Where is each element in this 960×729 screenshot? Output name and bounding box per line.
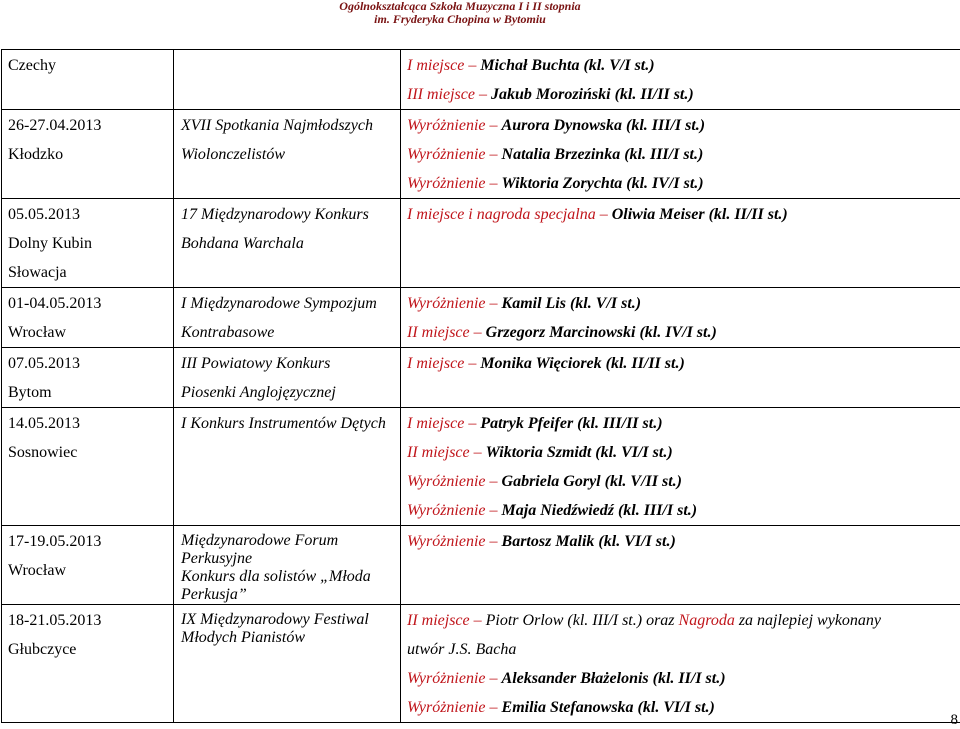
award-sep: – <box>595 206 612 223</box>
award-line <box>407 289 960 318</box>
awards-cell <box>401 408 960 526</box>
place-line: Wrocław <box>8 324 66 341</box>
table-row <box>2 526 960 605</box>
award-text: Piotr Orlow (kl. III/I st.) oraz <box>485 612 679 629</box>
page-number: 8 <box>950 712 958 728</box>
award-sep: – <box>485 533 502 550</box>
award-prefix: I miejsce i nagroda specjalna <box>407 206 596 223</box>
award-sep: – <box>485 146 502 163</box>
event-line: Kontrabasowe <box>181 324 275 341</box>
award-line <box>407 51 960 80</box>
award-sep: – <box>485 670 502 687</box>
event-line: Piosenki Anglojęzycznej <box>181 384 336 401</box>
award-sep: – <box>485 175 502 192</box>
table-row <box>2 605 960 723</box>
award-text: Bartosz Malik (kl. VI/I st.) <box>501 533 676 550</box>
award-sep: – <box>485 473 502 490</box>
award-sep: – <box>474 86 491 103</box>
results-table <box>1 49 960 723</box>
event-line: Perkusyjne <box>181 550 253 567</box>
award-sep: – <box>469 324 486 341</box>
table-row <box>2 199 960 288</box>
place-cell <box>2 288 174 348</box>
award-line <box>407 140 960 169</box>
awards-cell <box>401 605 960 723</box>
award-prefix: III miejsce <box>407 86 475 103</box>
award-prefix: Wyróżnienie <box>407 117 486 134</box>
place-cell <box>2 408 174 526</box>
award-sep: – <box>469 612 486 629</box>
award-line <box>407 693 960 722</box>
award-sep: – <box>485 117 502 134</box>
event-cell <box>174 408 401 526</box>
award-text: Grzegorz Marcinowski (kl. IV/I st.) <box>485 324 717 341</box>
award-prefix: Wyróżnienie <box>407 670 486 687</box>
place-cell <box>2 605 174 723</box>
place-line: 17-19.05.2013 <box>8 533 102 550</box>
place-cell <box>2 526 174 605</box>
table-row <box>2 408 960 526</box>
event-cell <box>174 348 401 408</box>
award-prefix: Wyróżnienie <box>407 175 486 192</box>
awards-cell <box>401 199 960 288</box>
place-cell <box>2 348 174 408</box>
event-line: IX Międzynarodowy Festiwal <box>181 611 369 628</box>
award-line <box>407 527 960 556</box>
award-text: Oliwia Meiser (kl. II/II st.) <box>611 206 788 223</box>
award-prefix: Wyróżnienie <box>407 295 486 312</box>
award-line <box>407 467 960 496</box>
event-cell <box>174 605 401 723</box>
event-cell <box>174 526 401 605</box>
place-cell <box>2 110 174 199</box>
award-text: Jakub Moroziński (kl. II/II st.) <box>490 86 694 103</box>
place-line: Głubczyce <box>8 641 77 658</box>
award-text: Gabriela Goryl (kl. V/II st.) <box>501 473 682 490</box>
award-prefix: Wyróżnienie <box>407 699 486 716</box>
award-line <box>407 496 960 525</box>
award-line <box>407 80 960 109</box>
event-line: Młodych Pianistów <box>181 629 305 646</box>
event-cell <box>174 288 401 348</box>
award-prefix: I miejsce <box>407 57 465 74</box>
table-row <box>2 110 960 199</box>
award-sep: – <box>485 502 502 519</box>
award-line <box>407 409 960 438</box>
place-line: 26-27.04.2013 <box>8 117 102 134</box>
place-line: 05.05.2013 <box>8 206 80 223</box>
event-line: Międzynarodowe Forum <box>181 532 339 549</box>
awards-cell <box>401 348 960 408</box>
award-line <box>407 200 960 229</box>
award-sep: – <box>485 699 502 716</box>
award-text: Maja Niedźwiedź (kl. III/I st.) <box>501 502 698 519</box>
event-line: Bohdana Warchala <box>181 235 304 252</box>
award-text: Aurora Dynowska (kl. III/I st.) <box>501 117 706 134</box>
event-line: I Konkurs Instrumentów Dętych <box>181 415 386 432</box>
award-prefix: Wyróżnienie <box>407 473 486 490</box>
event-cell <box>174 110 401 199</box>
award-tail: za najlepiej wykonany <box>734 612 882 629</box>
award-text: Wiktoria Zorychta (kl. IV/I st.) <box>501 175 704 192</box>
header-school-name: Ogólnokształcąca Szkoła Muzyczna I i II stopnia <box>339 0 581 13</box>
award-line-continuation: utwór J.S. Bacha <box>407 641 517 658</box>
award-text: Patryk Pfeifer (kl. III/II st.) <box>480 415 663 432</box>
event-line: III Powiatowy Konkurs <box>181 355 331 372</box>
place-line: 18-21.05.2013 <box>8 612 102 629</box>
place-line: Dolny Kubin <box>8 235 92 252</box>
award-prefix: I miejsce <box>407 355 465 372</box>
place-line: Bytom <box>8 384 52 401</box>
award-prefix: Wyróżnienie <box>407 502 486 519</box>
event-line: I Międzynarodowe Sympozjum <box>181 295 377 312</box>
place-cell <box>2 199 174 288</box>
award-text: Aleksander Błażelonis (kl. II/I st.) <box>501 670 726 687</box>
event-line: 17 Międzynarodowy Konkurs <box>181 206 369 223</box>
award-prefix: II miejsce <box>407 444 470 461</box>
place-cell <box>2 50 174 110</box>
place-line: Kłodzko <box>8 146 64 163</box>
award-text: Kamil Lis (kl. V/I st.) <box>501 295 642 312</box>
award-prize: Nagroda <box>678 612 735 629</box>
award-sep: – <box>464 355 481 372</box>
award-text: Natalia Brzezinka (kl. III/I st.) <box>501 146 704 163</box>
award-sep: – <box>464 57 481 74</box>
event-cell <box>174 50 401 110</box>
header-school-patron: im. Fryderyka Chopina w Bytomiu <box>374 12 546 26</box>
award-sep: – <box>464 415 481 432</box>
place-line: 14.05.2013 <box>8 415 80 432</box>
award-prefix: I miejsce <box>407 415 465 432</box>
event-line: Konkurs dla solistów „Młoda <box>181 568 371 585</box>
place-line: Czechy <box>8 57 56 74</box>
event-line: Wiolonczelistów <box>181 146 285 163</box>
awards-cell <box>401 110 960 199</box>
event-line: Perkusja” <box>181 586 247 603</box>
award-sep: – <box>485 295 502 312</box>
place-line: 07.05.2013 <box>8 355 80 372</box>
award-line <box>407 169 960 198</box>
place-line: Sosnowiec <box>8 444 78 461</box>
event-line: XVII Spotkania Najmłodszych <box>181 117 373 134</box>
table-row <box>2 348 960 408</box>
awards-cell <box>401 288 960 348</box>
award-line <box>407 664 960 693</box>
table-row <box>2 288 960 348</box>
place-line: Słowacja <box>8 264 67 281</box>
page-header <box>0 0 960 26</box>
award-text: Monika Więciorek (kl. II/II st.) <box>480 355 685 372</box>
awards-cell <box>401 526 960 605</box>
table-row <box>2 50 960 110</box>
event-cell <box>174 199 401 288</box>
award-prefix: II miejsce <box>407 324 470 341</box>
award-text: Michał Buchta (kl. V/I st.) <box>480 57 655 74</box>
award-line <box>407 318 960 347</box>
award-prefix: Wyróżnienie <box>407 533 486 550</box>
award-line <box>407 111 960 140</box>
awards-cell <box>401 50 960 110</box>
award-line <box>407 606 960 635</box>
award-text: Wiktoria Szmidt (kl. VI/I st.) <box>485 444 673 461</box>
place-line: 01-04.05.2013 <box>8 295 102 312</box>
award-line <box>407 438 960 467</box>
award-text: Emilia Stefanowska (kl. VI/I st.) <box>501 699 715 716</box>
award-line <box>407 349 960 378</box>
place-line: Wrocław <box>8 562 66 579</box>
award-sep: – <box>469 444 486 461</box>
award-prefix: II miejsce <box>407 612 470 629</box>
award-prefix: Wyróżnienie <box>407 146 486 163</box>
